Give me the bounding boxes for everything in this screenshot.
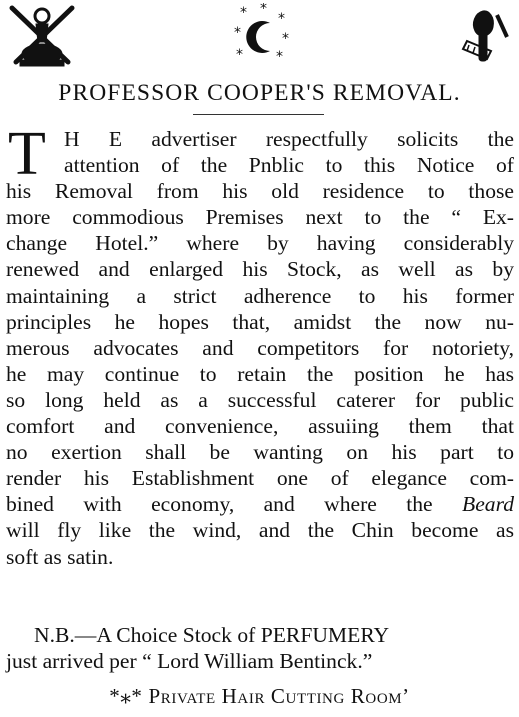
notice-line: principles he hopes that, amidst the now nu- bbox=[6, 309, 514, 334]
notice-line: attention of the Pnblic to this Notice of bbox=[64, 153, 514, 178]
nb-line-1: N.B.—A Choice Stock of PERFUMERY bbox=[34, 623, 390, 647]
crescent-stars-icon bbox=[230, 3, 294, 67]
asterism: *⁎* bbox=[109, 684, 143, 708]
notice-line: H E advertiser respectfully solicits the bbox=[64, 127, 514, 151]
notice-line: more commodious Premises next to the “ Ex- bbox=[6, 205, 514, 230]
footer-text: Private Hair Cutting Room’ bbox=[148, 684, 410, 708]
notice-line: so long held as a successful caterer for public bbox=[6, 387, 514, 412]
beard-word: Beard bbox=[462, 492, 514, 517]
notice-body bbox=[6, 120, 514, 570]
notice-line: soft as satin. bbox=[6, 544, 114, 569]
svg-text:*: * bbox=[260, 3, 267, 17]
brush-comb-icon bbox=[461, 7, 513, 67]
notice-line: change Hotel.” where by having considerably bbox=[6, 231, 514, 256]
notice-line: his Removal from his old residence to those bbox=[6, 179, 514, 204]
notice-line: renewed and enlarged his Stock, as well as by bbox=[6, 257, 514, 282]
nota-bene bbox=[6, 622, 514, 674]
title-divider bbox=[193, 114, 324, 115]
svg-text:*: * bbox=[282, 31, 289, 47]
page-title: PROFESSOR COOPER'S REMOVAL. bbox=[58, 80, 461, 106]
notice-line-beard bbox=[6, 491, 514, 517]
notice-line: no exertion shall be wanting on his part to bbox=[6, 440, 514, 465]
drop-cap: T bbox=[8, 120, 46, 188]
notice-line: comfort and convenience, assuiing them that bbox=[6, 414, 514, 439]
header-ornaments bbox=[0, 0, 519, 78]
nb-line-2: just arrived per “ Lord William Bentinck.” bbox=[6, 649, 373, 674]
notice-line: merous advocates and competitors for notoriety, bbox=[6, 335, 514, 360]
notice-line: render his Establishment one of elegance com- bbox=[6, 466, 514, 491]
notice-line: he may continue to retain the position he has bbox=[6, 361, 514, 386]
notice-line: will fly like the wind, and the Chin become as bbox=[6, 518, 514, 543]
svg-text:*: * bbox=[278, 11, 285, 27]
notice-line: maintaining a strict adherence to his former bbox=[6, 283, 514, 308]
footer-notice bbox=[0, 684, 519, 709]
svg-text:*: * bbox=[276, 49, 283, 65]
svg-text:*: * bbox=[236, 47, 243, 63]
scissors-razor-icon bbox=[6, 2, 78, 70]
notice-line-text: bined with economy, and where the bbox=[6, 492, 433, 517]
svg-text:*: * bbox=[240, 5, 247, 21]
svg-text:*: * bbox=[234, 25, 241, 41]
